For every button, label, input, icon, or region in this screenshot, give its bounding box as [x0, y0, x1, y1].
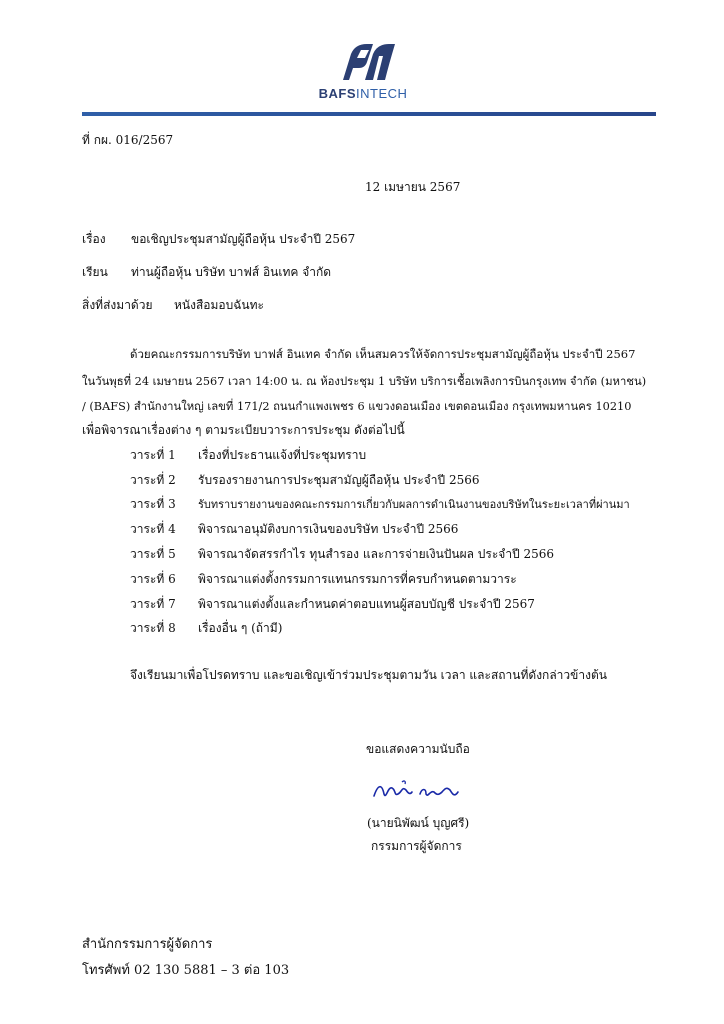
agenda-text: รับรองรายงานการประชุมสามัญผู้ถือหุ้น ประจำปี 2566 — [198, 473, 480, 487]
body-line-4: เพื่อพิจารณาเรื่องต่าง ๆ ตามระเบียบวาระการประชุม ดังต่อไปนี้ — [82, 423, 405, 437]
company-logo — [313, 40, 413, 102]
enclosure-label: สิ่งที่ส่งมาด้วย — [82, 298, 153, 312]
agenda-text: พิจารณาแต่งตั้งกรรมการแทนกรรมการที่ครบกำหนดตามวาระ — [198, 572, 517, 586]
logo-mark-icon — [313, 40, 413, 84]
agenda-text: พิจารณาจัดสรรกำไร ทุนสำรอง และการจ่ายเงินปันผล ประจำปี 2566 — [198, 547, 555, 561]
closing-request: จึงเรียนมาเพื่อโปรดทราบ และขอเชิญเข้าร่วมประชุมตามวัน เวลา และสถานที่ดังกล่าวข้างต้น — [130, 668, 607, 682]
footer-phone: โทรศัพท์ 02 130 5881 – 3 ต่อ 103 — [82, 963, 290, 978]
agenda-text: เรื่องที่ประธานแจ้งที่ประชุมทราบ — [198, 448, 367, 462]
footer-office: สำนักกรรมการผู้จัดการ — [82, 937, 213, 952]
body-line-3: / (BAFS) สำนักงานใหญ่ เลขที่ 171/2 ถนนกำแพงเพชร 6 แขวงดอนเมือง เขตดอนเมือง กรุงเทพมหานคร 10210 — [82, 400, 632, 413]
signer-name: (นายนิพัฒน์ บุญศรี) — [367, 816, 470, 830]
agenda-text: รับทราบรายงานของคณะกรรมการเกี่ยวกับผลการดำเนินงานของบริษัทในระยะเวลาที่ผ่านมา — [198, 498, 630, 511]
agenda-number: วาระที่ 3 — [130, 497, 176, 511]
logo-brand: BAFS — [318, 86, 356, 101]
agenda-number: วาระที่ 6 — [130, 572, 176, 586]
agenda-number: วาระที่ 7 — [130, 597, 176, 611]
regards: ขอแสดงความนับถือ — [366, 742, 470, 756]
subject-text: ขอเชิญประชุมสามัญผู้ถือหุ้น ประจำปี 2567 — [131, 232, 356, 246]
signature — [372, 778, 462, 804]
agenda-number: วาระที่ 2 — [130, 473, 176, 487]
recipient-label: เรียน — [82, 265, 108, 279]
body-line-1: ด้วยคณะกรรมการบริษัท บาฟส์ อินเทค จำกัด เห็นสมควรให้จัดการประชุมสามัญผู้ถือหุ้น ประจำปี 2567 — [130, 347, 636, 361]
agenda-number: วาระที่ 8 — [130, 621, 176, 635]
logo-product: INTECH — [356, 86, 408, 101]
agenda-text: เรื่องอื่น ๆ (ถ้ามี) — [198, 621, 283, 635]
agenda-text: พิจารณาแต่งตั้งและกำหนดค่าตอบแทนผู้สอบบัญชี ประจำปี 2567 — [198, 597, 535, 611]
reference-number: ที่ กผ. 016/2567 — [82, 133, 174, 147]
header-divider — [82, 112, 656, 116]
handwritten-signature-icon — [372, 778, 462, 804]
recipient-text: ท่านผู้ถือหุ้น บริษัท บาฟส์ อินเทค จำกัด — [131, 265, 332, 279]
body-line-2: ในวันพุธที่ 24 เมษายน 2567 เวลา 14:00 น. ณ ห้องประชุม 1 บริษัท บริการเชื้อเพลิงการบินกรุงเทพ จำกัด (มหาชน) — [82, 375, 647, 388]
signer-title: กรรมการผู้จัดการ — [371, 839, 462, 853]
agenda-number: วาระที่ 5 — [130, 547, 176, 561]
letter-date: 12 เมษายน 2567 — [365, 180, 461, 194]
agenda-number: วาระที่ 4 — [130, 522, 176, 536]
agenda-text: พิจารณาอนุมัติงบการเงินของบริษัท ประจำปี 2566 — [198, 522, 459, 536]
subject-label: เรื่อง — [82, 232, 106, 246]
agenda-number: วาระที่ 1 — [130, 448, 176, 462]
logo-wordmark — [313, 86, 413, 101]
enclosure-text: หนังสือมอบฉันทะ — [174, 298, 264, 312]
